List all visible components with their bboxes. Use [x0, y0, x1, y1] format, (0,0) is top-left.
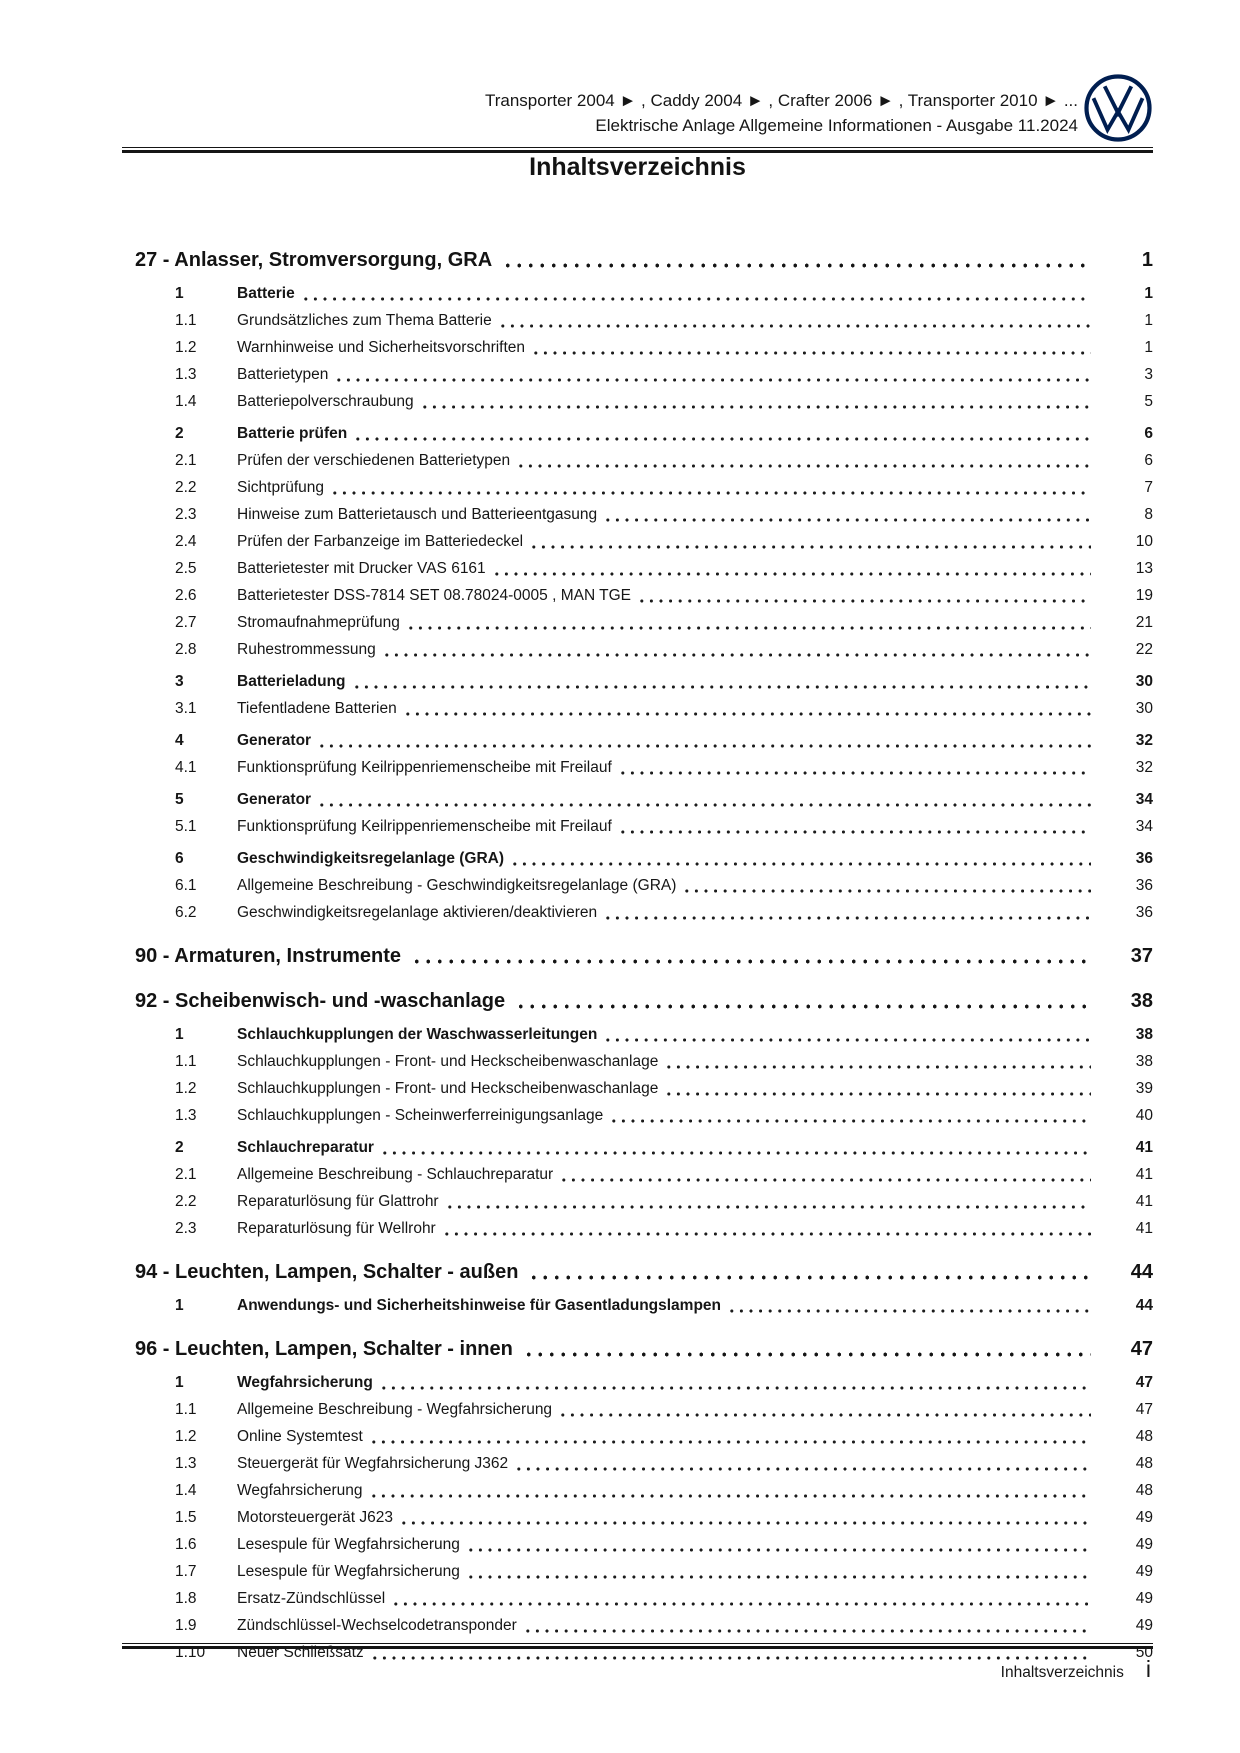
toc-entry-page-number: 6: [1144, 452, 1153, 469]
toc-entry-title: Tiefentladene Batterien: [237, 700, 397, 717]
toc-entry-title: Batterieladung: [237, 673, 346, 690]
toc-entry-title: Sichtprüfung: [237, 479, 325, 496]
toc-chapter-page-number: 37: [1130, 945, 1153, 967]
dot-leader: [317, 802, 1091, 808]
toc-entry-row: [122, 727, 1153, 754]
dot-leader: [531, 350, 1091, 356]
toc-chapter-title: 96 - Leuchten, Lampen, Schalter - innen: [135, 1338, 513, 1360]
toc-entry-title: Steuergerät für Wegfahrsicherung J362: [237, 1455, 509, 1472]
dot-leader: [514, 1466, 1091, 1472]
toc-entry-title: Lesespule für Wegfahrsicherung: [237, 1536, 460, 1553]
toc-entry-row: [122, 334, 1153, 361]
page-header: [485, 88, 1078, 138]
dot-leader: [523, 1628, 1091, 1634]
toc-entry-page-number: 36: [1135, 877, 1153, 894]
toc-entry-title: Wegfahrsicherung: [237, 1482, 363, 1499]
dot-leader: [492, 571, 1091, 577]
toc-entry-page-number: 49: [1135, 1563, 1153, 1580]
toc-entry-page-number: 30: [1135, 673, 1153, 690]
dot-leader: [603, 1037, 1091, 1043]
dot-leader: [334, 377, 1091, 383]
toc-entry-page-number: 7: [1144, 479, 1153, 496]
toc-entry-title: Hinweise zum Batterietausch und Batterieentgasung: [237, 506, 598, 523]
footer-label: Inhaltsverzeichnis: [1000, 1664, 1124, 1681]
toc-entry-title: Prüfen der verschiedenen Batterietypen: [237, 452, 511, 469]
toc-entry-number: 6.2: [175, 904, 197, 921]
toc-entry-page-number: 22: [1135, 641, 1153, 658]
toc-entry-number: 2.2: [175, 479, 197, 496]
toc-entry-number: 2.5: [175, 560, 197, 577]
dot-leader: [637, 598, 1091, 604]
toc-entry-number: 1.3: [175, 1107, 197, 1124]
dot-leader: [353, 436, 1091, 442]
toc-entry-page-number: 32: [1135, 759, 1153, 776]
toc-entry-page-number: 47: [1135, 1401, 1153, 1418]
dot-leader: [558, 1412, 1091, 1418]
toc-entry-title: Generator: [237, 732, 312, 749]
toc-entry-number: 1.2: [175, 1080, 197, 1097]
header-models-line: Transporter 2004 ► , Caddy 2004 ► , Crafter 2006 ► , Transporter 2010 ► ...: [484, 91, 1078, 110]
toc-entry-number: 1.1: [175, 1053, 197, 1070]
toc-entry-number: 1.3: [175, 1455, 197, 1472]
toc-entry-title: Funktionsprüfung Keilrippenriemenscheibe mit Freilauf: [237, 818, 612, 835]
toc-entry-title: Neuer Schließsatz: [237, 1644, 364, 1661]
toc-entry-row: [122, 786, 1153, 813]
toc-entry-number: 1.10: [175, 1644, 206, 1661]
toc-entry-page-number: 41: [1135, 1166, 1153, 1183]
toc-entry-page-number: 44: [1135, 1297, 1153, 1314]
dot-leader: [399, 1520, 1091, 1526]
dot-leader: [379, 1385, 1091, 1391]
toc-entry-page-number: 6: [1144, 425, 1153, 442]
toc-entry-row: [122, 1369, 1153, 1396]
dot-leader: [618, 770, 1091, 776]
toc-entry-number: 2.1: [175, 452, 197, 469]
toc-entry-page-number: 36: [1135, 904, 1153, 921]
toc-chapter-title: 27 - Anlasser, Stromversorgung, GRA: [135, 249, 493, 271]
toc-entry-row: [122, 474, 1153, 501]
dot-leader: [664, 1064, 1091, 1070]
toc-entry-title: Grundsätzliches zum Thema Batterie: [237, 312, 492, 329]
toc-entry-number: 1.3: [175, 366, 197, 383]
toc-entry-title: Prüfen der Farbanzeige im Batteriedeckel: [237, 533, 524, 550]
toc-entry-page-number: 19: [1135, 587, 1153, 604]
toc-entry-number: 4.1: [175, 759, 197, 776]
toc-entry-title: Batterietypen: [237, 366, 329, 383]
dot-leader: [682, 888, 1091, 894]
toc-entry-title: Reparaturlösung für Glattrohr: [237, 1193, 439, 1210]
document-page: [122, 0, 1153, 1753]
toc-entry-number: 2.1: [175, 1166, 197, 1183]
toc-entry-row: [122, 1504, 1153, 1531]
toc-entry-page-number: 48: [1135, 1455, 1153, 1472]
dot-leader: [301, 296, 1091, 302]
toc-entry-row: [122, 1188, 1153, 1215]
toc-entry-title: Batterietester mit Drucker VAS 6161: [237, 560, 486, 577]
toc-entry-number: 3.1: [175, 700, 197, 717]
toc-chapter-title: 92 - Scheibenwisch- und -waschanlage: [135, 990, 506, 1012]
toc-entry-number: 1: [175, 1297, 184, 1314]
toc-entry-number: 1.2: [175, 339, 197, 356]
toc-entry-row: [122, 307, 1153, 334]
toc-entry-page-number: 49: [1135, 1536, 1153, 1553]
toc-entry-number: 2.4: [175, 533, 197, 550]
dot-leader: [515, 1003, 1091, 1010]
toc-entry-page-number: 36: [1135, 850, 1153, 867]
dot-leader: [466, 1574, 1091, 1580]
page-title: Inhaltsverzeichnis: [529, 153, 746, 181]
toc-chapter-row: [122, 941, 1153, 971]
toc-entry-page-number: 10: [1135, 533, 1153, 550]
toc-entry-row: [122, 528, 1153, 555]
toc-entry-row: [122, 845, 1153, 872]
toc-entry-page-number: 48: [1135, 1428, 1153, 1445]
dot-leader: [380, 1150, 1091, 1156]
dot-leader: [603, 915, 1091, 921]
toc-entry-title: Schlauchkupplungen der Waschwasserleitungen: [237, 1026, 598, 1043]
toc-entry-number: 1.6: [175, 1536, 197, 1553]
dot-leader: [727, 1308, 1091, 1314]
toc-entry-title: Allgemeine Beschreibung - Geschwindigkeitsregelanlage (GRA): [237, 877, 677, 894]
toc-entry-page-number: 47: [1135, 1374, 1153, 1391]
toc-entry-row: [122, 1423, 1153, 1450]
toc-entry-title: Stromaufnahmeprüfung: [237, 614, 400, 631]
dot-leader: [516, 463, 1091, 469]
toc-entry-title: Batterie: [237, 285, 295, 302]
footer-page-number: i: [1145, 1656, 1151, 1682]
toc-entry-title: Wegfahrsicherung: [237, 1374, 373, 1391]
dot-leader: [502, 262, 1091, 269]
toc-entry-number: 5: [175, 791, 184, 808]
toc-entry-page-number: 50: [1135, 1644, 1153, 1661]
toc-chapter-row: [122, 1334, 1153, 1364]
toc-entry-row: [122, 636, 1153, 663]
toc-entry-row: [122, 582, 1153, 609]
toc-entry-number: 1.5: [175, 1509, 197, 1526]
toc-entry-page-number: 30: [1135, 700, 1153, 717]
toc-entry-row: [122, 1612, 1153, 1639]
toc-entry-page-number: 34: [1135, 818, 1153, 835]
toc-chapter-row: [122, 245, 1153, 275]
toc-entry-title: Schlauchkupplungen - Scheinwerferreinigungsanlage: [237, 1107, 604, 1124]
toc-entry-number: 2.3: [175, 506, 197, 523]
dot-leader: [498, 323, 1091, 329]
page-footer: [1001, 1656, 1151, 1683]
toc-chapter-page-number: 47: [1130, 1338, 1153, 1360]
toc-entry-page-number: 8: [1144, 506, 1153, 523]
footer-divider: [122, 1643, 1153, 1649]
toc-chapter-page-number: 1: [1141, 249, 1153, 271]
toc-chapter-title: 90 - Armaturen, Instrumente: [135, 945, 401, 967]
toc-entry-page-number: 21: [1135, 614, 1153, 631]
dot-leader: [510, 861, 1091, 867]
toc-entry-title: Allgemeine Beschreibung - Schlauchreparatur: [237, 1166, 554, 1183]
toc-entry-title: Motorsteuergerät J623: [237, 1509, 393, 1526]
toc-entry-row: [122, 447, 1153, 474]
dot-leader: [609, 1118, 1091, 1124]
toc-entry-row: [122, 668, 1153, 695]
toc-entry-page-number: 3: [1144, 366, 1153, 383]
toc-entry-row: [122, 1477, 1153, 1504]
dot-leader: [420, 404, 1091, 410]
toc-entry-row: [122, 1215, 1153, 1242]
toc-entry-number: 2.6: [175, 587, 197, 604]
toc-entry-title: Geschwindigkeitsregelanlage (GRA): [237, 850, 505, 867]
toc-entry-page-number: 41: [1135, 1220, 1153, 1237]
toc-entry-row: [122, 899, 1153, 926]
toc-entry-title: Batteriepolverschraubung: [237, 393, 414, 410]
toc-entry-number: 1.4: [175, 393, 197, 410]
toc-entry-number: 1.7: [175, 1563, 197, 1580]
toc-entry-number: 2.2: [175, 1193, 197, 1210]
toc-entry-row: [122, 1102, 1153, 1129]
toc-entry-number: 6: [175, 850, 184, 867]
toc-entry-row: [122, 872, 1153, 899]
toc-entry-title: Warnhinweise und Sicherheitsvorschriften: [237, 339, 526, 356]
toc-entry-page-number: 13: [1135, 560, 1153, 577]
toc-entry-page-number: 38: [1135, 1026, 1153, 1043]
dot-leader: [523, 1351, 1091, 1358]
toc-chapter-page-number: 38: [1130, 990, 1153, 1012]
toc-chapter-row: [122, 1257, 1153, 1287]
toc-chapter-row: [122, 986, 1153, 1016]
dot-leader: [528, 1274, 1091, 1281]
toc-entry-number: 2: [175, 425, 184, 442]
toc-entry-title: Generator: [237, 791, 312, 808]
toc-entry-row: [122, 1075, 1153, 1102]
table-of-contents: [122, 230, 1153, 1666]
toc-entry-title: Batterietester DSS-7814 SET 08.78024-0005 , MAN TGE: [237, 587, 632, 604]
toc-entry-row: [122, 1450, 1153, 1477]
toc-entry-row: [122, 609, 1153, 636]
toc-entry-number: 5.1: [175, 818, 197, 835]
vw-logo-icon: [1083, 73, 1153, 143]
toc-entry-title: Schlauchkupplungen - Front- und Heckscheibenwaschanlage: [237, 1053, 659, 1070]
dot-leader: [664, 1091, 1091, 1097]
toc-entry-number: 1: [175, 1026, 184, 1043]
dot-leader: [445, 1204, 1091, 1210]
toc-entry-title: Ruhestrommessung: [237, 641, 376, 658]
toc-entry-number: 4: [175, 732, 184, 749]
toc-entry-page-number: 38: [1135, 1053, 1153, 1070]
toc-entry-row: [122, 754, 1153, 781]
dot-leader: [559, 1177, 1091, 1183]
toc-entry-number: 1.1: [175, 312, 197, 329]
dot-leader: [466, 1547, 1091, 1553]
toc-entry-number: 6.1: [175, 877, 197, 894]
dot-leader: [330, 490, 1091, 496]
toc-entry-row: [122, 388, 1153, 415]
toc-chapter-title: 94 - Leuchten, Lampen, Schalter - außen: [135, 1261, 519, 1283]
toc-entry-title: Allgemeine Beschreibung - Wegfahrsicherung: [237, 1401, 553, 1418]
toc-entry-number: 2.7: [175, 614, 197, 631]
toc-entry-row: [122, 501, 1153, 528]
toc-entry-title: Anwendungs- und Sicherheitshinweise für Gasentladungslampen: [237, 1297, 722, 1314]
toc-chapter-page-number: 44: [1130, 1261, 1153, 1283]
toc-entry-row: [122, 361, 1153, 388]
toc-entry-number: 2: [175, 1139, 184, 1156]
toc-entry-page-number: 32: [1135, 732, 1153, 749]
toc-entry-number: 1: [175, 285, 184, 302]
toc-entry-number: 1.1: [175, 1401, 197, 1418]
toc-entry-number: 1.8: [175, 1590, 197, 1607]
toc-entry-title: Schlauchreparatur: [237, 1139, 374, 1156]
toc-entry-row: [122, 1585, 1153, 1612]
toc-entry-row: [122, 1292, 1153, 1319]
toc-entry-title: Zündschlüssel-Wechselcodetransponder: [237, 1617, 517, 1634]
toc-entry-row: [122, 1531, 1153, 1558]
toc-entry-number: 1: [175, 1374, 184, 1391]
toc-entry-title: Schlauchkupplungen - Front- und Heckscheibenwaschanlage: [237, 1080, 659, 1097]
toc-entry-row: [122, 1396, 1153, 1423]
toc-entry-page-number: 49: [1135, 1617, 1153, 1634]
toc-entry-number: 1.2: [175, 1428, 197, 1445]
toc-entry-page-number: 1: [1144, 312, 1153, 329]
dot-leader: [618, 829, 1091, 835]
toc-entry-page-number: 1: [1144, 339, 1153, 356]
toc-entry-page-number: 40: [1135, 1107, 1153, 1124]
toc-entry-page-number: 48: [1135, 1482, 1153, 1499]
toc-entry-row: [122, 420, 1153, 447]
toc-entry-row: [122, 813, 1153, 840]
toc-entry-number: 3: [175, 673, 184, 690]
dot-leader: [352, 684, 1091, 690]
toc-entry-title: Funktionsprüfung Keilrippenriemenscheibe mit Freilauf: [237, 759, 612, 776]
toc-entry-row: [122, 280, 1153, 307]
toc-entry-page-number: 39: [1135, 1080, 1153, 1097]
toc-entry-title: Online Systemtest: [237, 1428, 363, 1445]
dot-leader: [411, 958, 1091, 965]
toc-entry-number: 1.9: [175, 1617, 197, 1634]
toc-entry-row: [122, 695, 1153, 722]
toc-entry-title: Reparaturlösung für Wellrohr: [237, 1220, 436, 1237]
toc-entry-row: [122, 1021, 1153, 1048]
dot-leader: [317, 743, 1091, 749]
toc-entry-row: [122, 555, 1153, 582]
toc-entry-title: Lesespule für Wegfahrsicherung: [237, 1563, 460, 1580]
toc-entry-title: Ersatz-Zündschlüssel: [237, 1590, 386, 1607]
toc-entry-page-number: 34: [1135, 791, 1153, 808]
dot-leader: [403, 711, 1091, 717]
toc-entry-page-number: 49: [1135, 1590, 1153, 1607]
dot-leader: [391, 1601, 1091, 1607]
toc-entry-row: [122, 1134, 1153, 1161]
toc-entry-page-number: 1: [1144, 285, 1153, 302]
toc-entry-title: Geschwindigkeitsregelanlage aktivieren/deaktivieren: [237, 904, 598, 921]
toc-entry-page-number: 49: [1135, 1509, 1153, 1526]
dot-leader: [370, 1655, 1091, 1661]
header-subtitle-line: Elektrische Anlage Allgemeine Informationen - Ausgabe 11.2024: [595, 116, 1078, 135]
toc-entry-number: 1.4: [175, 1482, 197, 1499]
toc-entry-page-number: 5: [1144, 393, 1153, 410]
dot-leader: [382, 652, 1091, 658]
toc-entry-number: 2.3: [175, 1220, 197, 1237]
dot-leader: [529, 544, 1091, 550]
toc-entry-title: Batterie prüfen: [237, 425, 348, 442]
dot-leader: [442, 1231, 1091, 1237]
dot-leader: [406, 625, 1091, 631]
toc-entry-number: 2.8: [175, 641, 197, 658]
dot-leader: [369, 1493, 1091, 1499]
toc-entry-row: [122, 1161, 1153, 1188]
toc-entry-row: [122, 1558, 1153, 1585]
dot-leader: [369, 1439, 1091, 1445]
toc-entry-row: [122, 1048, 1153, 1075]
toc-entry-page-number: 41: [1135, 1139, 1153, 1156]
toc-entry-page-number: 41: [1135, 1193, 1153, 1210]
dot-leader: [603, 517, 1091, 523]
